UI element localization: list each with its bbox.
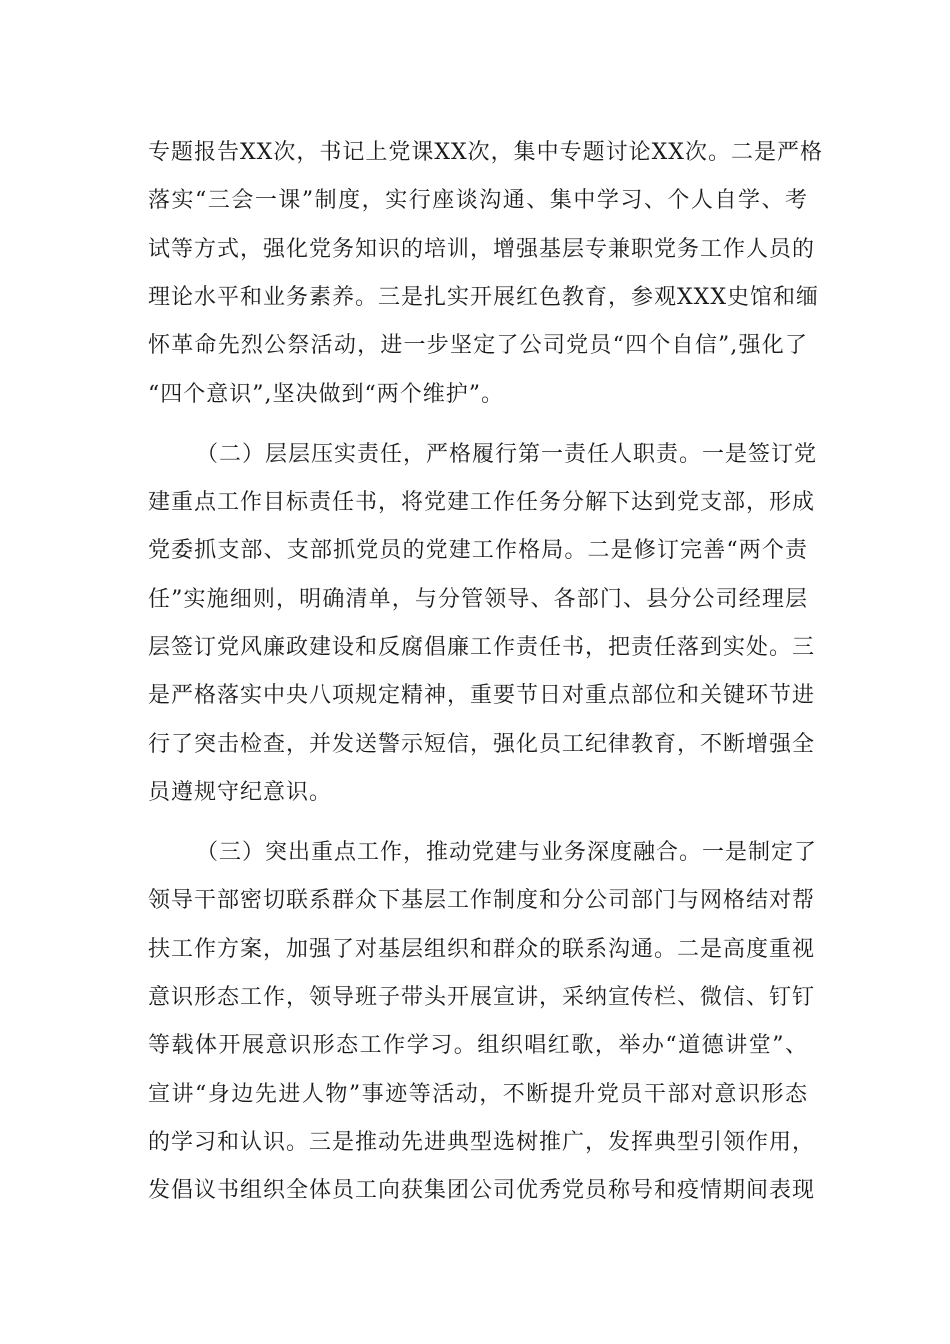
paragraph-line: 发倡议书组织全体员工向获集团公司优秀党员称号和疫情期间表现 xyxy=(148,1178,816,1203)
paragraph-line: 宣讲“身边先进人物”事迹等活动，不断提升党员干部对意识形态 xyxy=(148,1082,808,1107)
paragraph-line: “四个意识”,坚决做到“两个维护”。 xyxy=(148,382,504,407)
paragraph-line: 试等方式，强化党务知识的培训，增强基层专兼职党务工作人员的 xyxy=(148,237,816,262)
paragraph-line: 专题报告XX次，书记上党课XX次，集中专题讨论XX次。二是严格 xyxy=(148,140,823,165)
paragraph-line: 是严格落实中央八项规定精神，重要节日对重点部位和关键环节进 xyxy=(148,683,816,708)
paragraph-line: 层签订党风廉政建设和反腐倡廉工作责任书，把责任落到实处。三 xyxy=(148,635,816,660)
paragraph-line: 理论水平和业务素养。三是扎实开展红色教育，参观XXX史馆和缅 xyxy=(148,285,819,310)
paragraph-line: 领导干部密切联系群众下基层工作制度和分公司部门与网格结对帮 xyxy=(148,888,816,913)
paragraph-line: 扶工作方案，加强了对基层组织和群众的联系沟通。二是高度重视 xyxy=(148,937,816,962)
paragraph-line: 任”实施细则，明确清单，与分管领导、各部门、县分公司经理层 xyxy=(148,587,808,612)
paragraph-line: 等载体开展意识形态工作学习。组织唱红歌，举办“道德讲堂”、 xyxy=(148,1033,808,1058)
paragraph-line: 行了突击检查，并发送警示短信，强化员工纪律教育，不断增强全 xyxy=(148,732,816,757)
section-heading-line: （三）突出重点工作，推动党建与业务深度融合。一是制定了 xyxy=(196,840,818,865)
paragraph-line: 的学习和认识。三是推动先进典型选树推广，发挥典型引领作用， xyxy=(148,1130,816,1155)
paragraph-line: 落实“三会一课”制度，实行座谈沟通、集中学习、个人自学、考 xyxy=(148,188,808,213)
paragraph-line: 意识形态工作，领导班子带头开展宣讲，采纳宣传栏、微信、钉钉 xyxy=(148,985,816,1010)
paragraph-line: 怀革命先烈公祭活动，进一步坚定了公司党员“四个自信”,强化了 xyxy=(148,333,808,358)
paragraph-line: 建重点工作目标责任书，将党建工作任务分解下达到党支部，形成 xyxy=(148,490,816,515)
paragraph-line: 党委抓支部、支部抓党员的党建工作格局。二是修订完善“两个责 xyxy=(148,538,808,563)
paragraph-line: 员遵规守纪意识。 xyxy=(148,780,333,805)
section-heading-line: （二）层层压实责任，严格履行第一责任人职责。一是签订党 xyxy=(196,442,818,467)
